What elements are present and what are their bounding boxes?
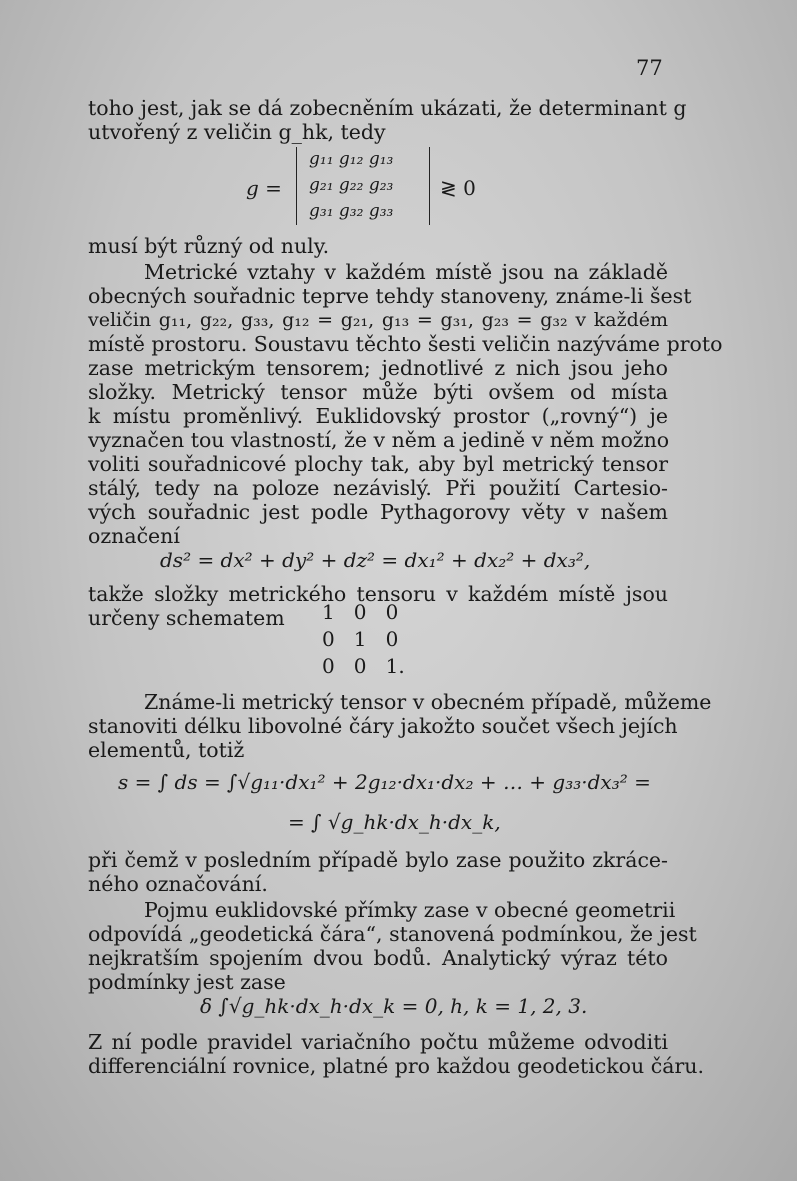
determinant-rhs: ≷ 0 (440, 176, 476, 200)
identity-row-1: 1 0 0 (322, 600, 399, 624)
page-number: 77 (636, 56, 663, 80)
para1-line-2: obecných souřadnic teprve tehdy stanoveny, známe-li šest (88, 284, 692, 308)
identity-row-3: 0 0 1. (322, 654, 405, 678)
nonzero-line: musí být různý od nuly. (88, 234, 330, 258)
para1-line-9: voliti souřadnicové plochy tak, aby byl metrický tensor (88, 452, 668, 476)
determinant-row-2: g₂₁ g₂₂ g₂₃ (309, 175, 394, 195)
determinant-row-3: g₃₁ g₃₂ g₃₃ (309, 201, 394, 221)
para3-line-1: při čemž v posledním případě bylo zase použito zkráce- (88, 848, 668, 872)
para1-line-1: Metrické vztahy v každém místě jsou na základě (144, 260, 668, 284)
intro-line-1: toho jest, jak se dá zobecněním ukázati, že determinant g (88, 96, 687, 120)
variation-formula: δ ∫√g_hk·dx_h·dx_k = 0, h, k = 1, 2, 3. (200, 994, 588, 1018)
para5-line-1: Z ní podle pravidel variačního počtu můžeme odvoditi (88, 1030, 668, 1054)
para5-line-2: differenciální rovnice, platné pro každou geodetickou čáru. (88, 1054, 704, 1078)
para1-line-11: vých souřadnic jest podle Pythagorovy věty v našem (88, 500, 668, 524)
identity-row-2: 0 1 0 (322, 627, 399, 651)
para1-line-7: k místu proměnlivý. Euklidovský prostor („rovný“) je (88, 404, 668, 428)
para1-line-10: stálý, tedy na poloze nezávislý. Při použití Cartesio- (88, 476, 668, 500)
para4-line-3: nejkratším spojením dvou bodů. Analytický výraz této (88, 946, 668, 970)
para1-line-12: označení (88, 524, 180, 548)
para2-line-3: elementů, totiž (88, 738, 245, 762)
para3-line-2: ného označování. (88, 872, 268, 896)
para4-line-1: Pojmu euklidovské přímky zase v obecné geometrii (144, 898, 676, 922)
length-formula-line-1: s = ∫ ds = ∫√g₁₁·dx₁² + 2g₁₂·dx₁·dx₂ + … + g₃₃·dx₃² = (118, 770, 651, 794)
para1-line-6: složky. Metrický tensor může býti ovšem od místa (88, 380, 668, 404)
determinant-row-1: g₁₁ g₁₂ g₁₃ (309, 149, 394, 169)
para2-line-2: stanoviti délku libovolné čáry jakožto součet všech jejích (88, 714, 678, 738)
para2-line-1: Známe-li metrický tensor v obecném případě, můžeme (144, 690, 712, 714)
para1-line-8: vyznačen tou vlastností, že v něm a jedině v něm možno (88, 428, 670, 452)
para1-line-3: veličin g₁₁, g₂₂, g₃₃, g₁₂ = g₂₁, g₁₃ = g₃₁, g₂₃ = g₃₂ v každém (88, 309, 668, 331)
determinant-matrix (296, 147, 430, 225)
para1-line-5: zase metrickým tensorem; jednotlivé z nich jsou jeho (88, 356, 668, 380)
determinant-lhs: g = (246, 176, 282, 200)
para4-line-4: podmínky jest zase (88, 970, 286, 994)
length-formula-line-2: = ∫ √g_hk·dx_h·dx_k, (288, 810, 501, 834)
schema-line-1: takže složky metrického tensoru v každém místě jsou (88, 582, 668, 606)
schema-line-2: určeny schematem (88, 606, 285, 630)
para1-line-4: místě prostoru. Soustavu těchto šesti veličin nazýváme proto (88, 332, 723, 356)
intro-line-2: utvořený z veličin g_hk, tedy (88, 120, 386, 144)
para4-line-2: odpovídá „geodetická čára“, stanovená podmínkou, že jest (88, 922, 697, 946)
ds-formula: ds² = dx² + dy² + dz² = dx₁² + dx₂² + dx₃², (160, 548, 591, 572)
